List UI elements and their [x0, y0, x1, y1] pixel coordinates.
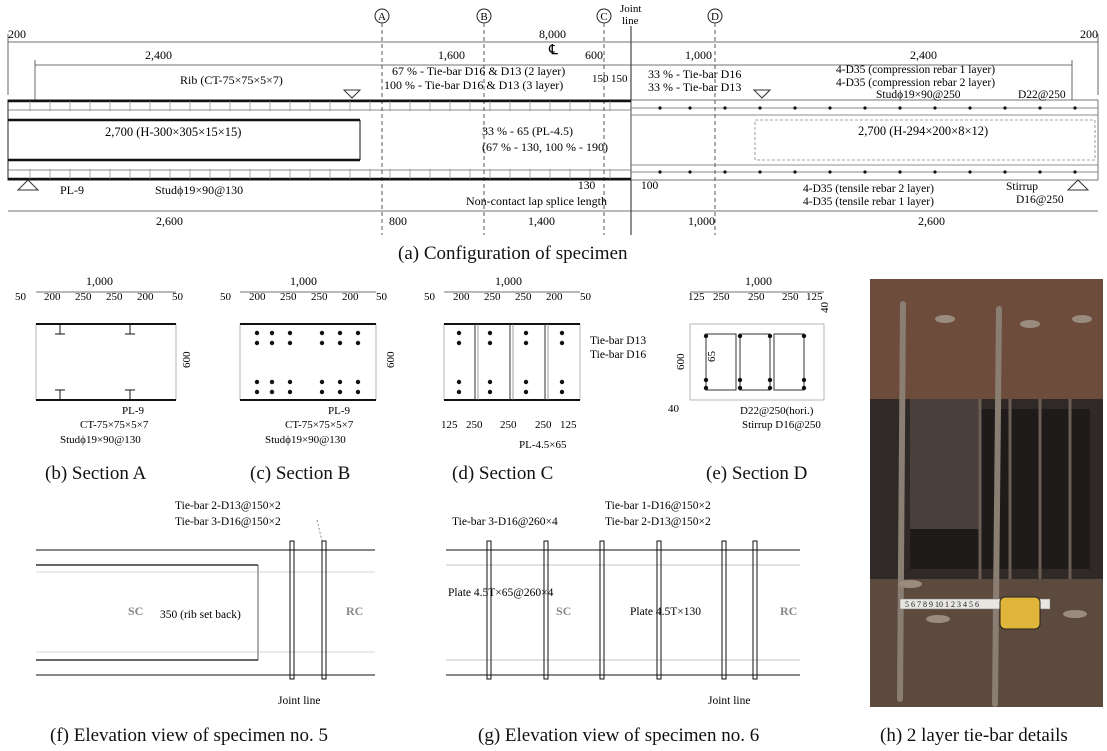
label-tens-1: 4-D35 (tensile rebar 1 layer)	[803, 196, 934, 208]
caption-d: (d) Section C	[452, 463, 554, 484]
c-dim-4: 200	[342, 291, 359, 303]
e-dim-1: 250	[713, 291, 730, 303]
b-pl9: PL-9	[122, 405, 144, 417]
d-dim-0: 50	[424, 291, 435, 303]
b-dim-2: 250	[75, 291, 92, 303]
e-width: 1,000	[745, 274, 772, 288]
dim-800: 800	[389, 214, 407, 228]
panel-d	[424, 274, 646, 451]
d-bdim-3: 250	[535, 419, 552, 431]
label-comp-1: 4-D35 (compression rebar 1 layer)	[836, 64, 996, 76]
f-sc-label: SC	[128, 604, 144, 618]
tie-bar-photo	[870, 279, 1103, 707]
caption-f: (f) Elevation view of specimen no. 5	[50, 725, 329, 746]
e-stirrup: Stirrup D16@250	[742, 419, 821, 431]
b-height: 600	[181, 351, 193, 368]
c-dim-0: 50	[220, 291, 231, 303]
dim-1000-bottom: 1,000	[688, 214, 715, 228]
e-dim-2: 250	[748, 291, 765, 303]
label-stud-bottom: Studϕ19×90@130	[155, 183, 244, 197]
g-plate-left: Plate 4.5T×65@260×4	[448, 587, 554, 599]
f-tie1: Tie-bar 2-D13@150×2	[175, 500, 281, 512]
e-dim-4: 125	[806, 291, 823, 303]
c-pl9: PL-9	[328, 405, 350, 417]
label-pl-67: (67 % - 130, 100 % - 190)	[482, 140, 608, 154]
f-setback: 350 (rib set back)	[160, 609, 241, 621]
f-tie2: Tie-bar 3-D16@150×2	[175, 516, 281, 528]
d-dim-5: 50	[580, 291, 591, 303]
b-dim-1: 200	[44, 291, 61, 303]
g-tie-r2: Tie-bar 2-D13@150×2	[605, 516, 711, 528]
b-dim-3: 250	[106, 291, 123, 303]
svg-text:D: D	[711, 11, 719, 23]
c-width: 1,000	[290, 274, 317, 288]
d-dim-4: 200	[546, 291, 563, 303]
f-joint: Joint line	[278, 695, 321, 707]
dim-200-left: 200	[8, 27, 26, 41]
d-dim-3: 250	[515, 291, 532, 303]
e-d40-bot: 40	[668, 403, 679, 415]
caption-g: (g) Elevation view of specimen no. 6	[478, 725, 760, 746]
f-rc-label: RC	[346, 604, 364, 618]
label-d22: D22@250	[1018, 89, 1066, 101]
label-comp-2: 4-D35 (compression rebar 2 layer)	[836, 77, 996, 89]
e-dim-3: 250	[782, 291, 799, 303]
label-pl-33: 33 % - 65 (PL-4.5)	[482, 124, 573, 138]
e-d65: 65	[706, 351, 718, 362]
dim-130: 130	[578, 180, 596, 192]
joint-line-label-1: Joint	[620, 3, 642, 15]
panel-f	[36, 500, 375, 707]
label-stirrup-d16: D16@250	[1016, 194, 1064, 206]
c-ct: CT-75×75×5×7	[285, 419, 354, 431]
label-h-beam-rc: 2,700 (H-294×200×8×12)	[858, 124, 989, 138]
c-height: 600	[385, 351, 397, 368]
c-dim-5: 50	[376, 291, 387, 303]
dim-200-right: 200	[1080, 27, 1098, 41]
section-marker-a	[375, 9, 389, 235]
photo-drawing	[870, 279, 1103, 707]
caption-e: (e) Section D	[706, 463, 808, 484]
d-bdim-1: 250	[466, 419, 483, 431]
e-d40-top: 40	[819, 302, 831, 313]
dim-600: 600	[585, 48, 603, 62]
panel-c	[220, 274, 397, 446]
b-ct: CT-75×75×5×7	[80, 419, 149, 431]
label-lap: Non-contact lap splice length	[466, 194, 607, 208]
joint-line-label-2: line	[622, 15, 639, 27]
caption-a: (a) Configuration of specimen	[398, 243, 628, 264]
b-dim-5: 50	[172, 291, 183, 303]
label-stud-top: Studϕ19×90@250	[876, 89, 961, 101]
d-tie-d16: Tie-bar D16	[590, 349, 647, 361]
label-tens-2: 4-D35 (tensile rebar 2 layer)	[803, 183, 934, 195]
label-h-beam-sc: 2,700 (H-300×305×15×15)	[105, 125, 242, 139]
dim-2600-right: 2,600	[918, 214, 945, 228]
panel-g	[446, 500, 800, 707]
panel-e	[668, 274, 831, 431]
caption-b: (b) Section A	[45, 463, 147, 484]
d-tie-d13: Tie-bar D13	[590, 335, 647, 347]
dim-150-b: 150	[611, 73, 628, 85]
c-dim-2: 250	[280, 291, 297, 303]
label-tie-33-d13: 33 % - Tie-bar D13	[648, 80, 742, 94]
rebar-dots-rc	[658, 106, 1076, 173]
panel-b	[15, 274, 193, 446]
caption-c: (c) Section B	[250, 463, 351, 484]
panel-a	[8, 3, 1098, 235]
g-plate-right: Plate 4.5T×130	[630, 606, 702, 618]
dim-1000: 1,000	[685, 48, 712, 62]
c-dim-3: 250	[311, 291, 328, 303]
caption-h: (h) 2 layer tie-bar details	[880, 725, 1068, 746]
d-pl: PL-4.5×65	[519, 439, 567, 451]
d-bdim-4: 125	[560, 419, 577, 431]
label-tie-100: 100 % - Tie-bar D16 & D13 (3 layer)	[384, 78, 564, 92]
c-dim-1: 200	[249, 291, 266, 303]
c-stud: Studϕ19×90@130	[265, 434, 346, 446]
d-bdim-2: 250	[500, 419, 517, 431]
dim-100: 100	[641, 180, 659, 192]
g-tie-r1: Tie-bar 1-D16@150×2	[605, 500, 711, 512]
d-dim-1: 200	[453, 291, 470, 303]
g-joint: Joint line	[708, 695, 751, 707]
e-dim-0: 125	[688, 291, 705, 303]
dim-total: 8,000	[539, 27, 566, 41]
e-height: 600	[675, 353, 687, 370]
dim-150-a: 150	[592, 73, 609, 85]
svg-text:A: A	[378, 11, 386, 23]
label-pl9: PL-9	[60, 183, 84, 197]
b-dim-0: 50	[15, 291, 26, 303]
d-bdim-0: 125	[441, 419, 458, 431]
label-tie-33-d16: 33 % - Tie-bar D16	[648, 67, 742, 81]
b-dim-4: 200	[137, 291, 154, 303]
g-rc-label: RC	[780, 604, 798, 618]
b-width: 1,000	[86, 274, 113, 288]
dim-2600-left: 2,600	[156, 214, 183, 228]
svg-text:B: B	[480, 11, 488, 23]
dim-2400-left: 2,400	[145, 48, 172, 62]
b-stud: Studϕ19×90@130	[60, 434, 141, 446]
dim-2400-right: 2,400	[910, 48, 937, 62]
g-tie-left: Tie-bar 3-D16@260×4	[452, 516, 558, 528]
d-width: 1,000	[495, 274, 522, 288]
g-sc-label: SC	[556, 604, 572, 618]
centerline-symbol: ℄	[549, 43, 558, 58]
tape-measure-text: 5 6 7 8 9 10 1 2 3 4 5 6	[905, 600, 979, 609]
label-stirrup: Stirrup	[1006, 181, 1038, 193]
section-marker-d	[708, 9, 722, 235]
e-d22: D22@250(hori.)	[740, 405, 814, 417]
d-dim-2: 250	[484, 291, 501, 303]
label-tie-67: 67 % - Tie-bar D16 & D13 (2 layer)	[392, 64, 566, 78]
svg-text:C: C	[600, 11, 608, 23]
dim-1600: 1,600	[438, 48, 465, 62]
dim-1400: 1,400	[528, 214, 555, 228]
label-rib: Rib (CT-75×75×5×7)	[180, 73, 283, 87]
